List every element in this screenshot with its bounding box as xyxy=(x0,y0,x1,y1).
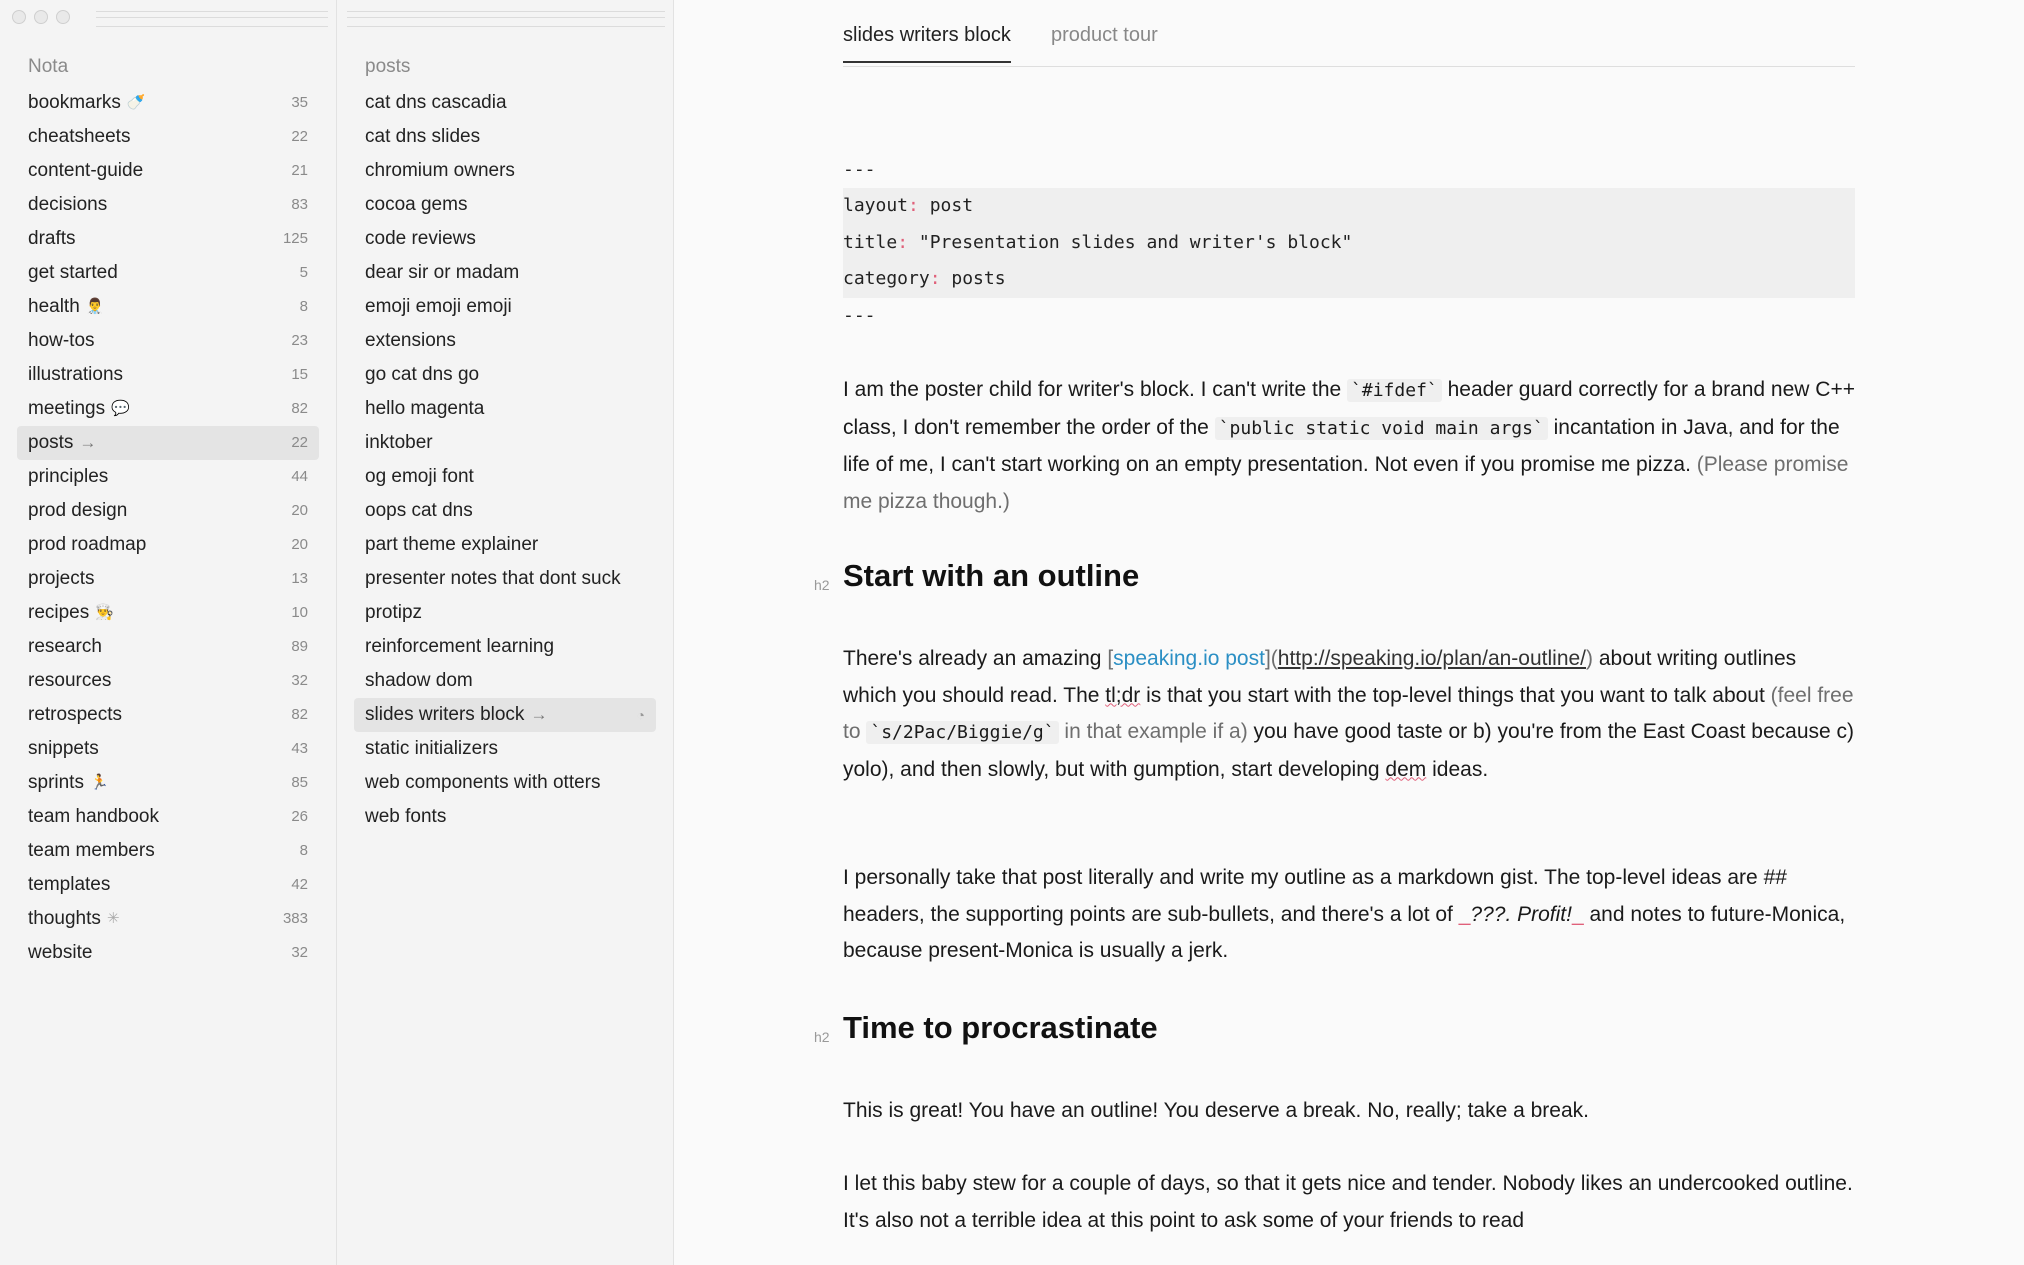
emoji-icon: 👨‍⚕️ xyxy=(85,298,105,315)
notebook-item-label: get started xyxy=(28,262,118,283)
note-count: 23 xyxy=(291,332,308,349)
tab-slides-writers-block[interactable]: slides writers block xyxy=(843,24,1011,63)
note-item-code-reviews[interactable] xyxy=(354,222,656,256)
note-item-emoji-emoji-emoji[interactable] xyxy=(354,290,656,324)
emoji-icon: 🏃 xyxy=(89,774,109,791)
note-item-label: web fonts xyxy=(365,806,447,827)
note-item-label: presenter notes that dont suck xyxy=(365,568,621,589)
notebook-item-posts[interactable] xyxy=(17,426,319,460)
window-controls xyxy=(12,10,70,24)
note-count: 15 xyxy=(291,366,308,383)
front-matter-delimiter: --- xyxy=(843,159,876,180)
notebooks-sidebar xyxy=(0,0,337,1265)
tab-product-tour[interactable]: product tour xyxy=(1051,24,1158,46)
note-item-part-theme-explainer[interactable] xyxy=(354,528,656,562)
note-item-cat-dns-slides[interactable] xyxy=(354,120,656,154)
notebook-item-sprints[interactable] xyxy=(17,766,319,800)
notebook-item-research[interactable] xyxy=(17,630,319,664)
note-item-label: emoji emoji emoji xyxy=(365,296,512,317)
close-window-button[interactable] xyxy=(12,10,26,24)
notebook-item-prod-roadmap[interactable] xyxy=(17,528,319,562)
notebook-item-label: projects xyxy=(28,568,95,589)
note-count: 20 xyxy=(291,502,308,519)
notebook-item-resources[interactable] xyxy=(17,664,319,698)
notebook-item-label: principles xyxy=(28,466,109,487)
heading-time-to-procrastinate: Time to procrastinate xyxy=(843,1010,1158,1045)
note-count: 10 xyxy=(291,604,308,621)
note-item-cat-dns-cascadia[interactable] xyxy=(354,86,656,120)
paragraph: This is great! You have an outline! You deserve a break. No, really; take a break. xyxy=(843,1099,1589,1122)
note-item-web-components-with-otters[interactable] xyxy=(354,766,656,800)
note-item-og-emoji-font[interactable] xyxy=(354,460,656,494)
note-count: 82 xyxy=(291,706,308,723)
note-count: 22 xyxy=(291,128,308,145)
note-item-label: inktober xyxy=(365,432,433,453)
note-item-protipz[interactable] xyxy=(354,596,656,630)
emoji-icon: 👨‍🍳 xyxy=(95,604,114,621)
note-item-label: slides writers block xyxy=(365,704,525,725)
note-item-cocoa-gems[interactable] xyxy=(354,188,656,222)
titlebar-drag-region[interactable] xyxy=(347,11,665,27)
paragraph: I personally take that post literally and write my outline as a markdown gist. The top-level ideas are ## headers, the supporting points are sub-bullets, and there's a lot of _???. Profit!_ and notes to future-Monica, because present-Monica is usually a jerk. xyxy=(843,866,1846,962)
notes-list-pane xyxy=(337,0,674,1265)
notebook-item-label: team handbook xyxy=(28,806,159,827)
arrow-right-icon: → xyxy=(530,705,548,724)
notebook-item-label: retrospects xyxy=(28,704,122,725)
notebook-item-label: decisions xyxy=(28,194,108,215)
note-item-label: cat dns cascadia xyxy=(365,92,507,113)
arrow-right-icon: → xyxy=(79,433,97,452)
notebook-item-label: bookmarks xyxy=(28,92,121,113)
note-item-label: cocoa gems xyxy=(365,194,468,215)
front-matter-delimiter: --- xyxy=(843,305,876,326)
paragraph: There's already an amazing [speaking.io post](http://speaking.io/plan/an-outline/) about writing outlines which you should read. The tl;dr is that you start with the top-level things that you want to talk about (feel free to `s/2Pac/Biggie/g` in that example if a) you have good taste or b) you're from the East Coast because c) yolo), and then slowly, but with gumption, start developing dem ideas. xyxy=(843,647,1855,781)
notebook-item-website[interactable] xyxy=(17,936,319,970)
notebook-item-label: prod roadmap xyxy=(28,534,147,555)
note-count: 8 xyxy=(299,298,308,315)
notebook-item-how-tos[interactable] xyxy=(17,324,319,358)
notebook-item-decisions[interactable] xyxy=(17,188,319,222)
note-count: 125 xyxy=(282,230,308,247)
minimize-window-button[interactable] xyxy=(34,10,48,24)
notebook-item-principles[interactable] xyxy=(17,460,319,494)
note-item-inktober[interactable] xyxy=(354,426,656,460)
note-item-oops-cat-dns[interactable] xyxy=(354,494,656,528)
note-item-label: protipz xyxy=(365,602,423,623)
paragraph: I am the poster child for writer's block. I can't write the `#ifdef` header guard correctly for a brand new C++ class, I don't remember the order of the `public static void main args` incantation in Java, and for the life of me, I can't start working on an empty presentation. Not even if you promise me pizza. (Please promise me pizza though.) xyxy=(843,378,1855,513)
notebook-item-get-started[interactable] xyxy=(17,256,319,290)
note-count: 85 xyxy=(291,774,308,791)
note-item-label: go cat dns go xyxy=(365,364,480,385)
note-item-go-cat-dns-go[interactable] xyxy=(354,358,656,392)
note-item-label: extensions xyxy=(365,330,456,351)
note-item-label: og emoji font xyxy=(365,466,474,487)
titlebar-drag-region[interactable] xyxy=(96,11,328,27)
note-list-title: posts xyxy=(365,56,411,77)
zoom-window-button[interactable] xyxy=(56,10,70,24)
notebook-item-label: content-guide xyxy=(28,160,144,181)
link-speaking-io-post[interactable]: speaking.io post xyxy=(1113,647,1265,670)
note-item-shadow-dom[interactable] xyxy=(354,664,656,698)
note-item-hello-magenta[interactable] xyxy=(354,392,656,426)
notebook-item-cheatsheets[interactable] xyxy=(17,120,319,154)
note-count: 5 xyxy=(299,264,308,281)
notebook-item-label: sprints xyxy=(28,772,84,793)
notebook-item-thoughts[interactable] xyxy=(17,902,319,936)
front-matter-layout: layout: post xyxy=(843,195,974,216)
notebook-item-label: illustrations xyxy=(28,364,124,385)
inline-code: `#ifdef` xyxy=(1347,379,1442,402)
note-count: 21 xyxy=(291,162,308,179)
note-item-label: oops cat dns xyxy=(365,500,473,521)
note-count: 32 xyxy=(291,944,308,961)
note-count: 13 xyxy=(291,570,308,587)
note-count: 32 xyxy=(291,672,308,689)
note-count: 8 xyxy=(299,842,308,859)
notebook-item-team-handbook[interactable] xyxy=(17,800,319,834)
heading-start-with-an-outline: Start with an outline xyxy=(843,558,1140,593)
notebook-item-prod-design[interactable] xyxy=(17,494,319,528)
notebook-item-retrospects[interactable] xyxy=(17,698,319,732)
sync-icon: ◔ xyxy=(636,707,645,723)
notebook-item-templates[interactable] xyxy=(17,868,319,902)
front-matter-title: title: "Presentation slides and writer's block" xyxy=(843,232,1353,253)
note-item-chromium-owners[interactable] xyxy=(354,154,656,188)
note-count: 43 xyxy=(291,740,308,757)
note-count: 383 xyxy=(282,910,308,927)
note-count: 26 xyxy=(291,808,308,825)
note-count: 22 xyxy=(291,434,308,451)
notebook-item-team-members[interactable] xyxy=(17,834,319,868)
heading-level-tag: h2 xyxy=(814,1029,830,1045)
emoji-icon: 💬 xyxy=(111,400,130,417)
notebook-item-projects[interactable] xyxy=(17,562,319,596)
front-matter-category: category: posts xyxy=(843,268,1006,289)
paragraph: I let this baby stew for a couple of days, so that it gets nice and tender. Nobody likes an undercooked outline. It's also not a terrible idea at this point to ask some of your friends to read xyxy=(843,1172,1853,1232)
notebook-item-label: health xyxy=(28,296,80,317)
link-url[interactable]: http://speaking.io/plan/an-outline/ xyxy=(1277,647,1587,670)
notebook-item-label: thoughts xyxy=(28,908,101,929)
note-item-label: reinforcement learning xyxy=(365,636,555,657)
editor xyxy=(674,0,2024,1265)
notebook-item-illustrations[interactable] xyxy=(17,358,319,392)
note-item-label: shadow dom xyxy=(365,670,473,691)
notebook-item-label: cheatsheets xyxy=(28,126,131,147)
notebook-item-label: prod design xyxy=(28,500,128,521)
notebook-item-label: templates xyxy=(28,874,111,895)
note-list xyxy=(354,52,656,834)
note-item-label: web components with otters xyxy=(365,772,601,793)
emoji-icon: 🍼 xyxy=(126,94,146,111)
note-count: 83 xyxy=(291,196,308,213)
notebook-item-label: posts xyxy=(28,432,74,453)
note-item-web-fonts[interactable] xyxy=(354,800,656,834)
misspelled-word[interactable]: dem xyxy=(1385,757,1427,781)
note-item-extensions[interactable] xyxy=(354,324,656,358)
notebook-item-bookmarks[interactable] xyxy=(17,86,319,120)
note-count: 89 xyxy=(291,638,308,655)
note-item-label: cat dns slides xyxy=(365,126,481,147)
note-item-presenter-notes-that-dont-suck[interactable] xyxy=(354,562,656,596)
notebook-item-label: drafts xyxy=(28,228,76,249)
tab-bar xyxy=(843,14,1855,67)
notebook-item-label: how-tos xyxy=(28,330,95,351)
note-item-dear-sir-or-madam[interactable] xyxy=(354,256,656,290)
notebook-list-title: Nota xyxy=(28,56,69,77)
inline-code: `public static void main args` xyxy=(1215,417,1548,440)
note-count: 35 xyxy=(291,94,308,111)
notebook-item-label: resources xyxy=(28,670,112,691)
note-count: 42 xyxy=(291,876,308,893)
notebook-item-label: research xyxy=(28,636,102,657)
note-item-label: chromium owners xyxy=(365,160,515,181)
notebook-item-recipes[interactable] xyxy=(17,596,319,630)
notebook-item-label: meetings xyxy=(28,398,106,419)
emoji-icon: ✳ xyxy=(106,910,120,927)
notebook-item-health[interactable] xyxy=(17,290,319,324)
note-item-reinforcement-learning[interactable] xyxy=(354,630,656,664)
note-item-label: static initializers xyxy=(365,738,499,759)
note-item-slides-writers-block[interactable] xyxy=(354,698,656,732)
note-count: 20 xyxy=(291,536,308,553)
inline-code: `s/2Pac/Biggie/g` xyxy=(866,721,1058,744)
note-item-static-initializers[interactable] xyxy=(354,732,656,766)
notebook-item-snippets[interactable] xyxy=(17,732,319,766)
heading-level-tag: h2 xyxy=(814,577,830,593)
notebook-item-label: team members xyxy=(28,840,155,861)
note-item-label: hello magenta xyxy=(365,398,485,419)
note-item-label: dear sir or madam xyxy=(365,262,520,283)
note-item-label: code reviews xyxy=(365,228,476,249)
note-count: 44 xyxy=(291,468,308,485)
misspelled-word[interactable]: tl;dr xyxy=(1105,683,1141,707)
notebook-item-label: recipes xyxy=(28,602,90,623)
notebook-item-content-guide[interactable] xyxy=(17,154,319,188)
note-item-label: part theme explainer xyxy=(365,534,539,555)
notebook-item-meetings[interactable] xyxy=(17,392,319,426)
notebook-item-label: website xyxy=(28,942,93,963)
notebook-item-label: snippets xyxy=(28,738,99,759)
notebook-item-drafts[interactable] xyxy=(17,222,319,256)
notebook-list xyxy=(17,52,319,970)
note-count: 82 xyxy=(291,400,308,417)
